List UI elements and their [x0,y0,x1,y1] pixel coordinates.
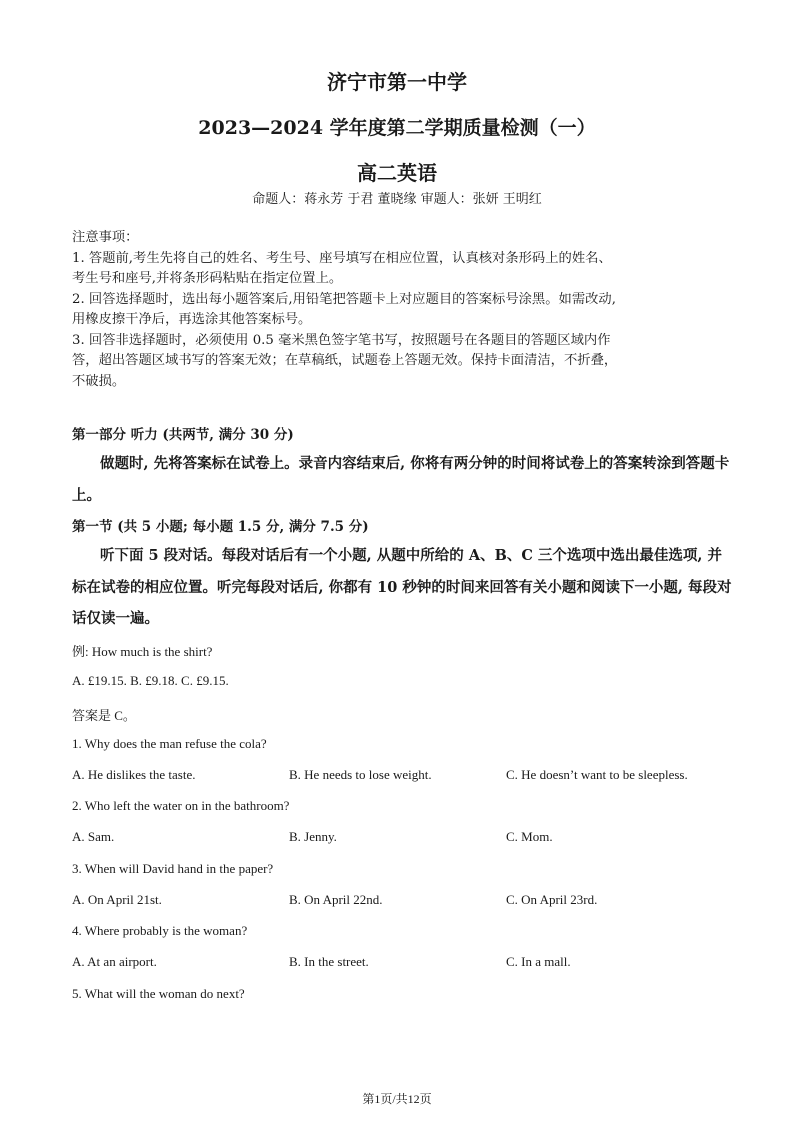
part1-instruction: 做题时, 先将答案标在试卷上。录音内容结束后, 你将有两分钟的时间将试卷上的答案转涂到答题卡上。 [72,455,730,504]
page-number: 第1页/共12页 [362,1092,432,1106]
example-answer: 答案是 C。 [72,708,136,723]
part1-heading: 第一部分 听力 (共两节, 满分 30 分) [72,427,294,443]
option-c: C. On April 23rd. [506,892,598,907]
example-options: A. £19.15. B. £9.18. C. £9.15. [72,673,229,688]
section1-instruction: 听下面 5 段对话。每段对话后有一个小题, 从题中所给的 A、B、C 三个选项中选出最佳选项, 并标在试卷的相应位置。听完每段对话后, 你都有 10 秒钟的时间来回答有关小题和阅读下一小题, 每段对话仅读一遍。 [72,547,732,627]
notes-line: 考生号和座号,并将条形码粘贴在指定位置上。 [72,271,343,286]
question-4: 4. Where probably is the woman? [72,923,248,938]
option-c: C. He doesn’t want to be sleepless. [506,767,688,782]
notes-line: 不破损。 [72,373,126,389]
option-a: A. At an airport. [72,954,157,969]
exam-title: 2023—2024 学年度第二学期质量检测（一） [198,117,596,139]
section1-heading: 第一节 (共 5 小题; 每小题 1.5 分, 满分 7.5 分) [72,519,369,535]
option-a: A. He dislikes the taste. [72,767,196,782]
notes-title: 注意事项： [72,230,139,245]
question-3: 3. When will David hand in the paper? [72,861,274,876]
option-b: B. He needs to lose weight. [289,767,432,782]
notes-line: 答，超出答题区域书写的答案无效；在草稿纸，试题卷上答题无效。保持卡面清洁，不折叠， [72,353,618,368]
option-b: B. Jenny. [289,829,337,844]
example-question: 例: How much is the shirt? [72,644,213,659]
notes-block [72,228,728,392]
question-1: 1. Why does the man refuse the cola? [72,736,267,751]
option-a: A. Sam. [72,829,115,844]
option-c: C. Mom. [506,829,553,844]
question-2: 2. Who left the water on in the bathroom? [72,798,290,813]
option-b: B. On April 22nd. [289,892,383,907]
notes-line: 2. 回答选择题时，选出每小题答案后,用铅笔把答题卡上对应题目的答案标号涂黑。如需改动, [72,291,616,307]
option-c: C. In a mall. [506,954,571,969]
option-a: A. On April 21st. [72,892,162,907]
school-title: 济宁市第一中学 [327,70,467,94]
question-5: 5. What will the woman do next? [72,986,245,1001]
option-b: B. In the street. [289,954,369,969]
notes-line: 用橡皮擦干净后，再选涂其他答案标号。 [72,312,312,327]
subject-title: 高二英语 [357,161,437,185]
notes-line: 1. 答题前,考生先将自己的姓名、考生号、座号填写在相应位置，认真核对条形码上的姓名、 [72,250,612,266]
authors-line: 命题人：蒋永芳 于君 董晓缘 审题人：张妍 王明红 [252,192,542,207]
notes-line: 3. 回答非选择题时，必须使用 0.5 毫米黑色签字笔书写，按照题号在各题目的答题区域内作 [72,332,611,348]
